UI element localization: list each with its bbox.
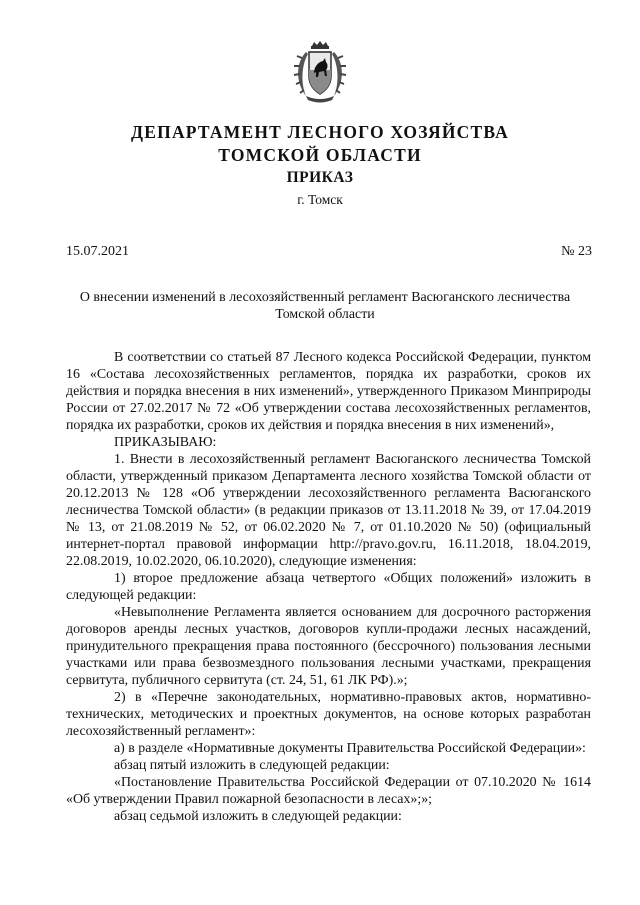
item-a-paragraph: а) в разделе «Нормативные документы Правительства Российской Федерации»:: [114, 741, 586, 756]
order-body: [66, 349, 591, 825]
order-directive: ПРИКАЗЫВАЮ:: [114, 435, 217, 450]
subclause-1-paragraph: 1) второе предложение абзаца четвертого «Общих положений» изложить в следующей редакции:: [66, 571, 591, 603]
preamble-paragraph: В соответствии со статьей 87 Лесного кодекса Российской Федерации, пунктом 16 «Состава лесохозяйственных регламентов, порядка их разработки, сроков их действия и порядка внесения в них изменений», утвержденного Приказом Минприроды России от 27.02.2017 № 72 «Об утверждении состава лесохозяйственных регламентов, порядка их разработки, сроков их действия и порядка внесения в них изменений»,: [66, 350, 591, 433]
clause-1-paragraph: 1. Внести в лесохозяйственный регламент Васюганского лесничества Томской области, утвержденный приказом Департамента лесного хозяйства Томской области от 20.12.2013 № 128 «Об утверждении лесохозяйственного регламента Васюганского лесничества Томской области» (в редакции приказов от 13.11.2018 № 39, от 17.04.2019 № 13, от 21.08.2019 № 52, от 06.02.2020 № 7, от 01.10.2020 № 50) (официальный интернет-портал правовой информации http://pravo.gov.ru, 16.11.2018, 18.04.2019, 22.08.2019, 10.02.2020, 06.10.2020), следующие изменения:: [66, 452, 591, 569]
subclause-2-paragraph: 2) в «Перечне законодательных, нормативно-правовых актов, нормативно-технических, методических и проектных документов, на основе которых разработан лесохозяйственный регламент»:: [66, 690, 591, 739]
document-type: ПРИКАЗ: [286, 169, 354, 186]
city-label: г. Томск: [297, 192, 343, 207]
quoted-text-paragraph: «Невыполнение Регламента является основанием для досрочного расторжения договоров аренды лесных участков, договоров купли-продажи лесных насаждений, принудительного прекращения права постоянного (бессрочного) пользования лесными участками или права безвозмездного пользования лесными участками, прекращения сервитута, публичного сервитута (ст. 24, 51, 61 ЛК РФ).»;: [66, 605, 591, 688]
paragraph-seven-note: абзац седьмой изложить в следующей редакции:: [114, 809, 402, 824]
department-title-line1: ДЕПАРТАМЕНТ ЛЕСНОГО ХОЗЯЙСТВА: [131, 122, 509, 142]
order-subject: О внесении изменений в лесохозяйственный регламент Васюганского лесничества Томской области: [79, 290, 571, 322]
order-date: 15.07.2021: [66, 244, 129, 259]
order-number: № 23: [561, 244, 592, 259]
coat-of-arms-icon: [292, 40, 348, 104]
paragraph-five-note: абзац пятый изложить в следующей редакции:: [114, 758, 390, 773]
department-title-line2: ТОМСКОЙ ОБЛАСТИ: [218, 145, 422, 165]
quoted-decree-paragraph: «Постановление Правительства Российской Федерации от 07.10.2020 № 1614 «Об утверждении Правил пожарной безопасности в лесах»;»;: [66, 775, 591, 807]
